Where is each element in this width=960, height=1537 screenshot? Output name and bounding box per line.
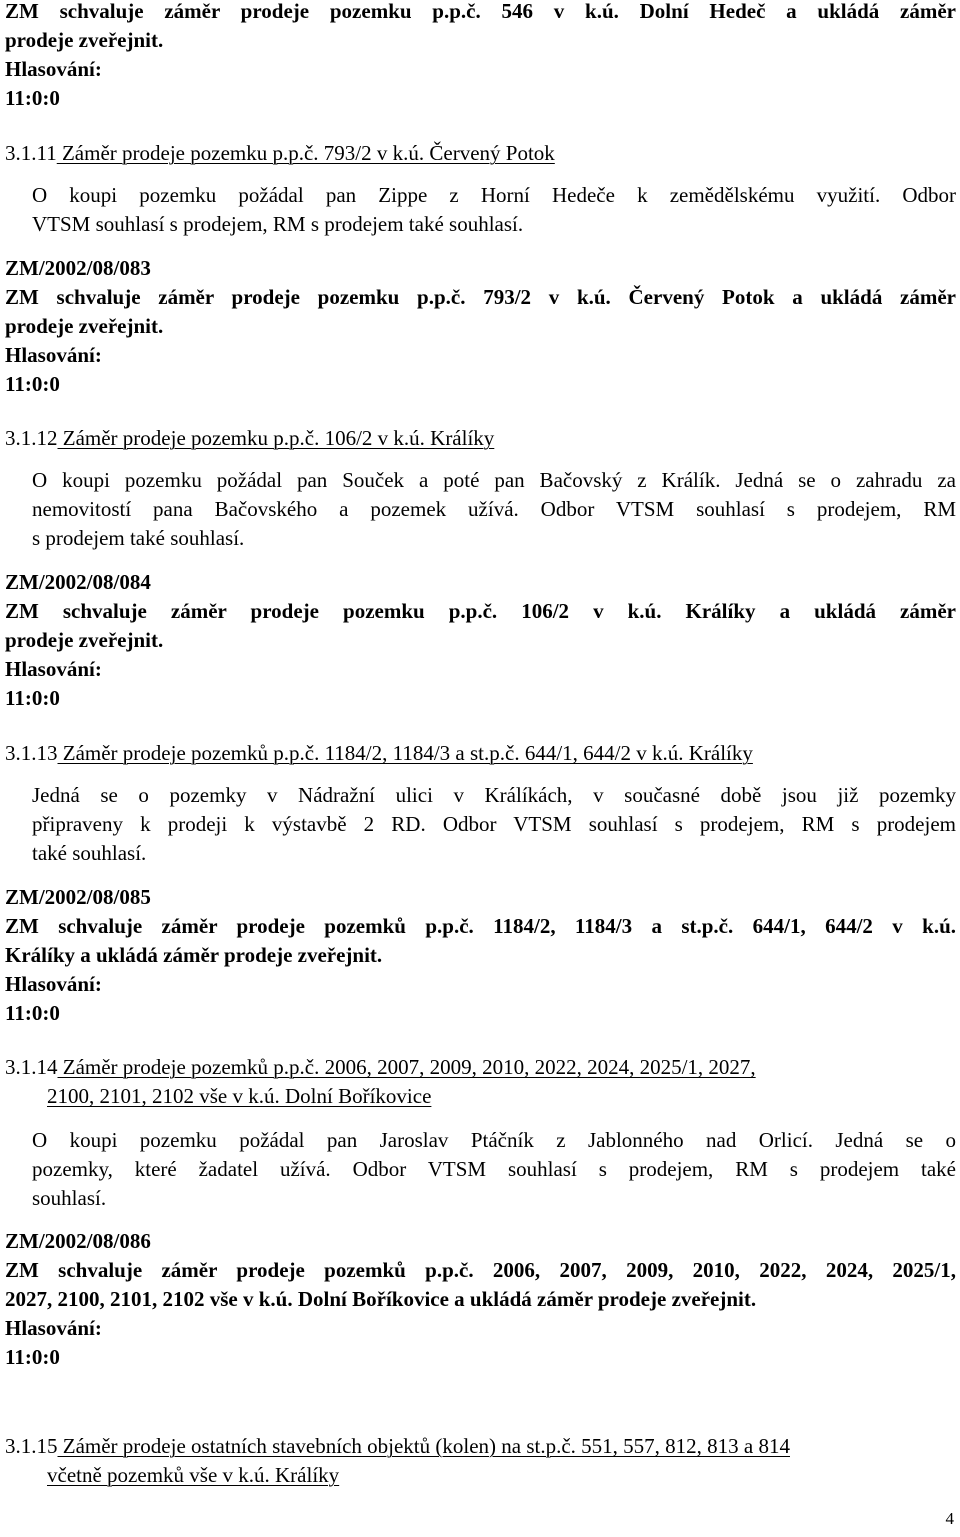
section-heading xyxy=(5,739,956,768)
resolution-code: ZM/2002/08/085 xyxy=(5,885,151,909)
section-title: Záměr prodeje pozemku p.p.č. 793/2 v k.ú. Červený Potok xyxy=(56,141,555,165)
section-heading xyxy=(5,1432,956,1461)
resolution-code: ZM/2002/08/084 xyxy=(5,570,151,594)
vote-label: Hlasování: xyxy=(5,972,102,996)
section-number: 3.1.15 xyxy=(5,1434,58,1458)
vote-label: Hlasování: xyxy=(5,57,102,81)
body-text: souhlasí. xyxy=(32,1186,107,1210)
vote-label: Hlasování: xyxy=(5,657,102,681)
body-text: připraveny k prodeji k výstavbě 2 RD. Odbor VTSM souhlasí s prodejem, RM s prodejem xyxy=(32,812,956,836)
body-text: nemovitostí pana Bačovského a pozemek užívá. Odbor VTSM souhlasí s prodejem, RM xyxy=(32,497,956,521)
body-text: O koupi pozemku požádal pan Souček a poté pan Bačovský z Králík. Jedná se o zahradu za xyxy=(32,468,956,492)
resolution-text: prodeje zveřejnit. xyxy=(5,314,164,338)
body-text: O koupi pozemku požádal pan Jaroslav Ptáčník z Jablonného nad Orlicí. Jedná se o xyxy=(32,1128,956,1152)
section-title: Záměr prodeje pozemků p.p.č. 2006, 2007, 2009, 2010, 2022, 2024, 2025/1, 2027, xyxy=(57,1055,756,1079)
section-title: 2100, 2101, 2102 vše v k.ú. Dolní Boříkovice xyxy=(47,1084,432,1108)
body-text: Jedná se o pozemky v Nádražní ulici v Králíkách, v současné době jsou již pozemky xyxy=(32,783,956,807)
section-number: 3.1.13 xyxy=(5,741,58,765)
section-heading xyxy=(5,424,956,453)
resolution-text: ZM schvaluje záměr prodeje pozemku p.p.č. 793/2 v k.ú. Červený Potok a ukládá záměr xyxy=(5,285,956,309)
resolution-text: prodeje zveřejnit. xyxy=(5,628,164,652)
body-text: s prodejem také souhlasí. xyxy=(32,526,245,550)
resolution-code: ZM/2002/08/083 xyxy=(5,256,151,280)
section-number: 3.1.11 xyxy=(5,141,57,165)
vote-result: 11:0:0 xyxy=(5,1001,60,1025)
body-text: pozemky, které žadatel užívá. Odbor VTSM souhlasí s prodejem, RM s prodejem také xyxy=(32,1157,956,1181)
resolution-text: Králíky a ukládá záměr prodeje zveřejnit. xyxy=(5,943,383,967)
body-text: VTSM souhlasí s prodejem, RM s prodejem také souhlasí. xyxy=(32,212,524,236)
resolution-text: ZM schvaluje záměr prodeje pozemku p.p.č. 546 v k.ú. Dolní Hedeč a ukládá záměr xyxy=(5,0,956,23)
vote-result: 11:0:0 xyxy=(5,372,60,396)
page-number: 4 xyxy=(945,1509,954,1528)
section-heading xyxy=(47,1461,956,1490)
vote-label: Hlasování: xyxy=(5,343,102,367)
vote-result: 11:0:0 xyxy=(5,1345,60,1369)
resolution-code: ZM/2002/08/086 xyxy=(5,1229,151,1253)
resolution-text: 2027, 2100, 2101, 2102 vše v k.ú. Dolní Boříkovice a ukládá záměr prodeje zveřejnit. xyxy=(5,1287,757,1311)
vote-label: Hlasování: xyxy=(5,1316,102,1340)
resolution-text: ZM schvaluje záměr prodeje pozemků p.p.č. 2006, 2007, 2009, 2010, 2022, 2024, 2025/1, xyxy=(5,1258,956,1282)
section-heading xyxy=(5,1053,956,1082)
vote-result: 11:0:0 xyxy=(5,86,60,110)
vote-result: 11:0:0 xyxy=(5,686,60,710)
section-number: 3.1.14 xyxy=(5,1055,58,1079)
resolution-text: prodeje zveřejnit. xyxy=(5,28,164,52)
section-title: Záměr prodeje pozemků p.p.č. 1184/2, 1184/3 a st.p.č. 644/1, 644/2 v k.ú. Králíky xyxy=(57,741,753,765)
section-title: Záměr prodeje pozemku p.p.č. 106/2 v k.ú. Králíky xyxy=(57,426,495,450)
section-heading xyxy=(47,1082,956,1111)
resolution-text: ZM schvaluje záměr prodeje pozemků p.p.č. 1184/2, 1184/3 a st.p.č. 644/1, 644/2 v k.ú. xyxy=(5,914,956,938)
body-text: také souhlasí. xyxy=(32,841,147,865)
section-title: Záměr prodeje ostatních stavebních objektů (kolen) na st.p.č. 551, 557, 812, 813 a 814 xyxy=(57,1434,790,1458)
resolution-text: ZM schvaluje záměr prodeje pozemku p.p.č. 106/2 v k.ú. Králíky a ukládá záměr xyxy=(5,599,956,623)
section-title: včetně pozemků vše v k.ú. Králíky xyxy=(47,1463,340,1487)
body-text: O koupi pozemku požádal pan Zippe z Horní Hedeče k zemědělskému využití. Odbor xyxy=(32,183,956,207)
section-heading xyxy=(5,139,956,168)
section-number: 3.1.12 xyxy=(5,426,58,450)
